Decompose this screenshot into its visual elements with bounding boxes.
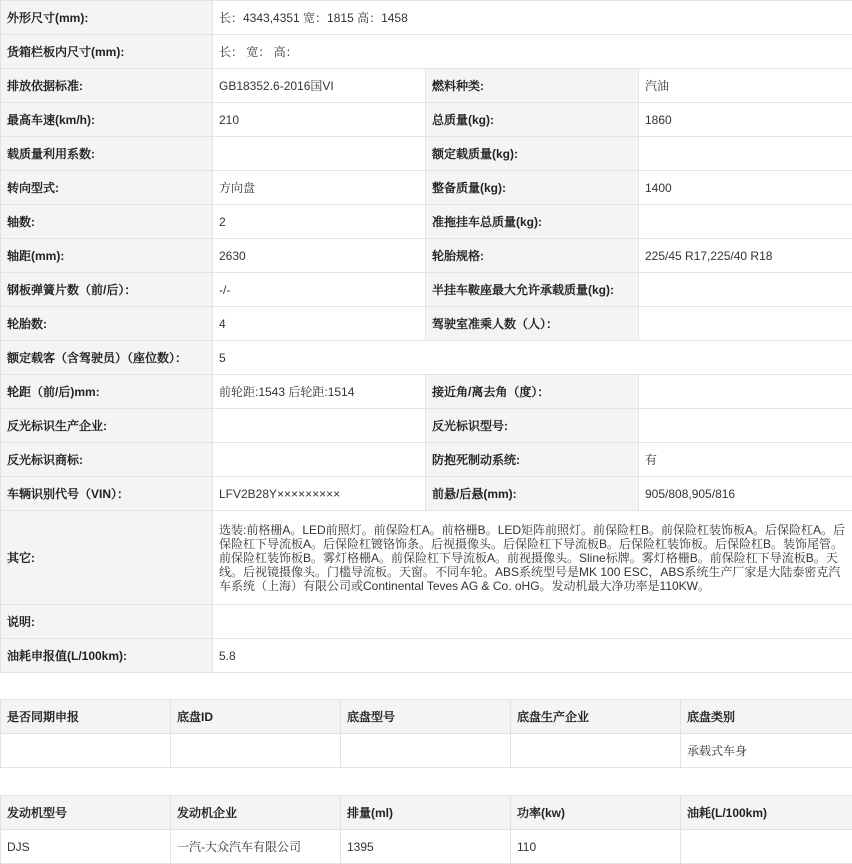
spec-row [1, 69, 852, 103]
curb-mass-value: 1400 [639, 171, 852, 205]
engine-cell: 1395 [341, 830, 511, 864]
chassis-cell: 承载式车身 [681, 734, 852, 768]
spec-row [1, 477, 852, 511]
spec-row [1, 239, 852, 273]
engine-cell [681, 830, 852, 864]
other-value: 选装:前格栅A。LED前照灯。前保险杠A。前格栅B。LED矩阵前照灯。前保险杠B。前保险杠装饰板A。后保险杠A。后保险杠下导流板A。后保险杠镀铬饰条。后视摄像头。后保险杠下导流板B。后保险杠装饰板。后保险杠B。装饰尾管。前保险杠装饰板B。雾灯格栅A。前保险杠下导流板A。前视摄像头。Sline标牌。雾灯格栅B。前保险杠下导流板B。天线。后视镜摄像头。门槛导流板。天窗。不同车轮。ABS系统型号是MK 100 ESC，ABS系统生产厂家是大陆泰密克汽车系统（上海）有限公司或Continental Teves AG & Co. oHG。发动机最大净功率是110KW。 [213, 511, 852, 605]
engine-cell: 110 [511, 830, 681, 864]
spec-row [1, 375, 852, 409]
cargo-box-label: 货箱栏板内尺寸(mm): [1, 35, 213, 69]
engine-cell: 一汽-大众汽车有限公司 [171, 830, 341, 864]
reflector-model-value [639, 409, 852, 443]
chassis-header-row [1, 700, 852, 734]
saddle-load-label: 半挂车鞍座最大允许承载质量(kg): [426, 273, 639, 307]
total-mass-label: 总质量(kg): [426, 103, 639, 137]
emission-standard-label: 排放依据标准: [1, 69, 213, 103]
engine-header-cell: 排量(ml) [341, 796, 511, 830]
saddle-load-value [639, 273, 852, 307]
cargo-box-value: 长： 宽： 高： [213, 35, 852, 69]
axles-value: 2 [213, 205, 426, 239]
steering-label: 转向型式: [1, 171, 213, 205]
max-speed-value: 210 [213, 103, 426, 137]
chassis-cell [171, 734, 341, 768]
fuel-type-label: 燃料种类: [426, 69, 639, 103]
cab-passengers-label: 驾驶室准乘人数（人）： [426, 307, 639, 341]
chassis-header-cell: 底盘型号 [341, 700, 511, 734]
max-speed-label: 最高车速(km/h): [1, 103, 213, 137]
engine-header-cell: 发动机型号 [1, 796, 171, 830]
overhang-label: 前悬/后悬(mm): [426, 477, 639, 511]
spec-row [1, 409, 852, 443]
chassis-header-cell: 底盘类别 [681, 700, 852, 734]
spec-row [1, 103, 852, 137]
tire-spec-value: 225/45 R17,225/40 R18 [639, 239, 852, 273]
spec-row [1, 511, 852, 605]
vin-label: 车辆识别代号（VIN）： [1, 477, 213, 511]
wheelbase-label: 轴距(mm): [1, 239, 213, 273]
engine-header-row [1, 796, 852, 830]
tire-count-label: 轮胎数: [1, 307, 213, 341]
chassis-cell [341, 734, 511, 768]
rated-passengers-label: 额定载客（含驾驶员）（座位数）： [1, 341, 213, 375]
axles-label: 轴数: [1, 205, 213, 239]
other-label: 其它: [1, 511, 213, 605]
chassis-header-cell: 底盘生产企业 [511, 700, 681, 734]
chassis-data-row [1, 734, 852, 768]
engine-table [0, 795, 852, 864]
note-label: 说明: [1, 605, 213, 639]
spec-row [1, 137, 852, 171]
tire-spec-label: 轮胎规格: [426, 239, 639, 273]
steering-value: 方向盘 [213, 171, 426, 205]
rated-load-label: 额定载质量(kg): [426, 137, 639, 171]
spec-row [1, 205, 852, 239]
leaf-spring-label: 钢板弹簧片数（前/后）： [1, 273, 213, 307]
reflector-maker-value [213, 409, 426, 443]
total-mass-value: 1860 [639, 103, 852, 137]
spec-row [1, 443, 852, 477]
engine-cell: DJS [1, 830, 171, 864]
chassis-cell [1, 734, 171, 768]
leaf-spring-value: -/- [213, 273, 426, 307]
engine-header-cell: 功率(kw) [511, 796, 681, 830]
vin-value: LFV2B28Y××××××××× [213, 477, 426, 511]
chassis-cell [511, 734, 681, 768]
track-width-label: 轮距（前/后)mm: [1, 375, 213, 409]
spec-row [1, 307, 852, 341]
note-value [213, 605, 852, 639]
spec-row [1, 605, 852, 639]
cab-passengers-value [639, 307, 852, 341]
abs-value: 有 [639, 443, 852, 477]
curb-mass-label: 整备质量(kg): [426, 171, 639, 205]
fuel-type-value: 汽油 [639, 69, 852, 103]
engine-header-cell: 发动机企业 [171, 796, 341, 830]
dimensions-label: 外形尺寸(mm): [1, 1, 213, 35]
chassis-header-cell: 是否同期申报 [1, 700, 171, 734]
reflector-brand-value [213, 443, 426, 477]
chassis-table [0, 699, 852, 768]
overhang-value: 905/808,905/816 [639, 477, 852, 511]
tire-count-value: 4 [213, 307, 426, 341]
approach-angle-value [639, 375, 852, 409]
spec-row [1, 1, 852, 35]
spec-row [1, 341, 852, 375]
spec-row [1, 171, 852, 205]
engine-data-row [1, 830, 852, 864]
spec-row [1, 35, 852, 69]
fuel-consumption-value: 5.8 [213, 639, 852, 673]
chassis-header-cell: 底盘ID [171, 700, 341, 734]
reflector-brand-label: 反光标识商标: [1, 443, 213, 477]
abs-label: 防抱死制动系统: [426, 443, 639, 477]
emission-standard-value: GB18352.6-2016国VI [213, 69, 426, 103]
wheelbase-value: 2630 [213, 239, 426, 273]
spec-row [1, 639, 852, 673]
load-utilization-label: 载质量利用系数: [1, 137, 213, 171]
fuel-consumption-label: 油耗申报值(L/100km): [1, 639, 213, 673]
spec-row [1, 273, 852, 307]
rated-passengers-value: 5 [213, 341, 852, 375]
approach-angle-label: 接近角/离去角（度）： [426, 375, 639, 409]
trailer-mass-label: 准拖挂车总质量(kg): [426, 205, 639, 239]
trailer-mass-value [639, 205, 852, 239]
rated-load-value [639, 137, 852, 171]
load-utilization-value [213, 137, 426, 171]
reflector-model-label: 反光标识型号: [426, 409, 639, 443]
engine-header-cell: 油耗(L/100km) [681, 796, 852, 830]
dimensions-value: 长：4343,4351 宽：1815 高：1458 [213, 1, 852, 35]
track-width-value: 前轮距:1543 后轮距:1514 [213, 375, 426, 409]
reflector-maker-label: 反光标识生产企业: [1, 409, 213, 443]
